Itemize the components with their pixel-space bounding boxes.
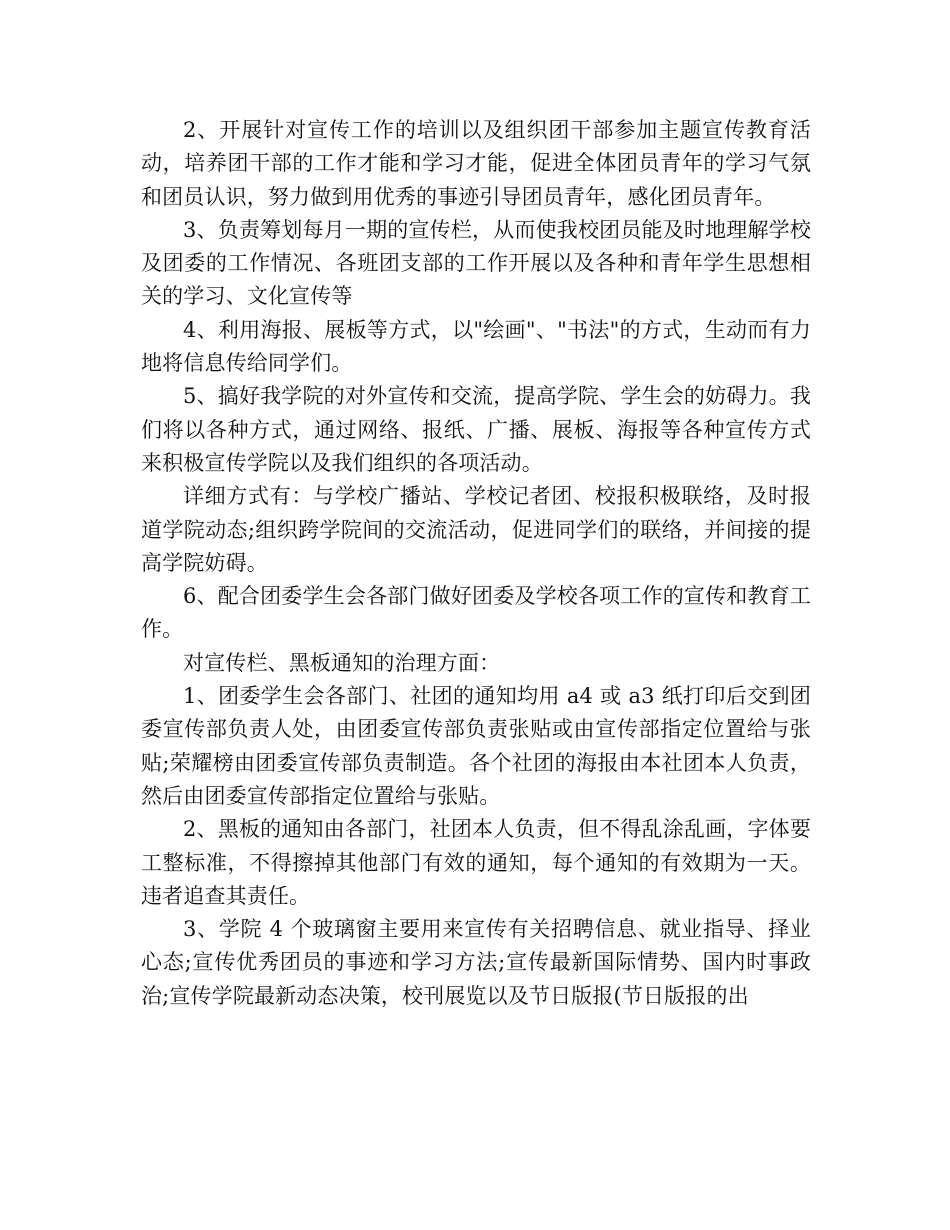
paragraph-item-2-training: 2、开展针对宣传工作的培训以及组织团干部参加主题宣传教育活动，培养团干部的工作才能和学习才能，促进全体团员青年的学习气氛和团员认识，努力做到用优秀的事迹引导团员青年，感化团员青年。 — [141, 118, 811, 209]
paragraph-item-4-posters: 4、利用海报、展板等方式，以"绘画"、"书法"的方式，生动而有力地将信息传给同学们。 — [141, 317, 811, 376]
paragraph-item-5-outreach: 5、搞好我学院的对外宣传和交流，提高学院、学生会的妨碍力。我们将以各种方式，通过网络、报纸、广播、展板、海报等各种宣传方式来积极宣传学院以及我们组织的各项活动。 — [141, 384, 811, 475]
paragraph-details: 详细方式有：与学校广播站、学校记者团、校报积极联络，及时报道学院动态;组织跨学院间的交流活动，促进同学们的联络，并间接的提高学院妨碍。 — [141, 484, 811, 575]
paragraph-rule-1-notices: 1、团委学生会各部门、社团的通知均用 a4 或 a3 纸打印后交到团委宣传部负责人处，由团委宣传部负责张贴或由宣传部指定位置给与张贴;荣耀榜由团委宣传部负责制造。各个社团的海报由本社团本人负责，然后由团委宣传部指定位置给与张贴。 — [141, 684, 811, 808]
paragraph-item-6-cooperation: 6、配合团委学生会各部门做好团委及学校各项工作的宣传和教育工作。 — [141, 584, 811, 642]
paragraph-item-3-bulletin: 3、负责筹划每月一期的宣传栏，从而使我校团员能及时地理解学校及团委的工作情况、各班团支部的工作开展以及各种和青年学生思想相关的学习、文化宣传等 — [141, 217, 811, 309]
document-body — [141, 114, 811, 1013]
paragraph-rule-3-windows: 3、学院 4 个玻璃窗主要用来宣传有关招聘信息、就业指导、择业心态;宣传优秀团员的事迹和学习方法;宣传最新国际情势、国内时事政治;宣传学院最新动态决策，校刊展览以及节日版报(节日版报的出 — [141, 917, 811, 1008]
paragraph-rule-2-blackboard: 2、黑板的通知由各部门，社团本人负责，但不得乱涂乱画，字体要工整标准，不得擦掉其他部门有效的通知，每个通知的有效期为一天。违者追查其责任。 — [141, 817, 811, 908]
paragraph-section-heading: 对宣传栏、黑板通知的治理方面： — [183, 650, 501, 675]
